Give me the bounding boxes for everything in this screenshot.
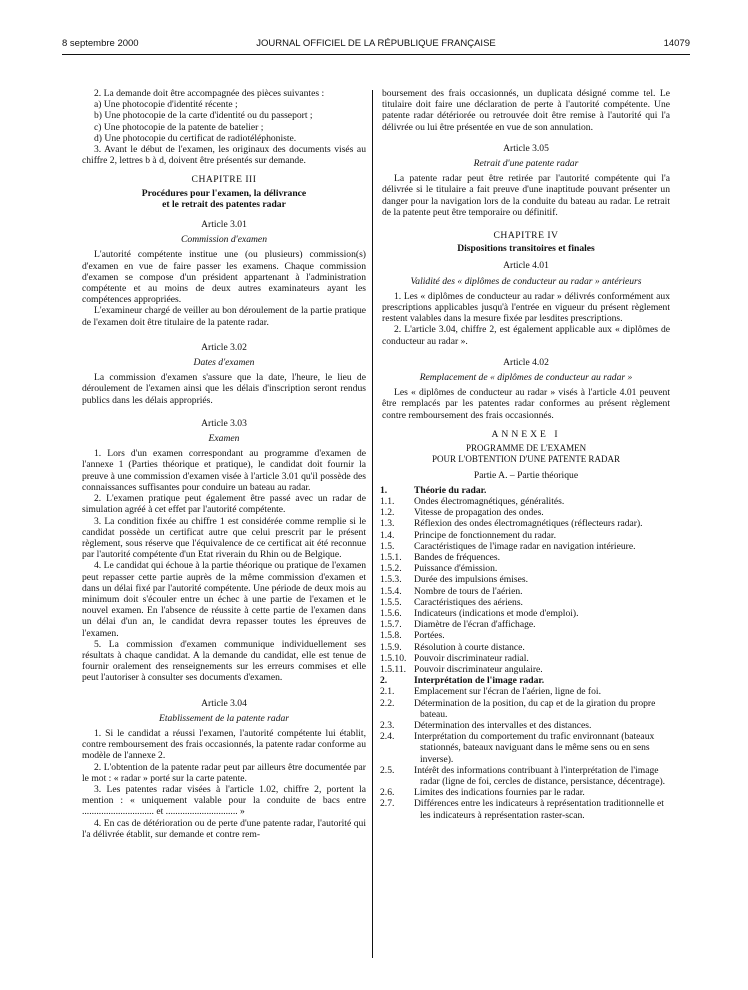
syllabus-item-text: Pouvoir discriminateur radial. (414, 652, 529, 664)
syllabus-item-number: 1.1. (380, 495, 395, 507)
list-item: b) Une photocopie de la carte d'identité ou du passeport ; (94, 110, 313, 122)
list-item: c) Une photocopie de la patente de batelier ; (94, 121, 264, 133)
article-heading: Article 3.01 (201, 219, 247, 231)
article-subtitle: Examen (208, 433, 240, 445)
syllabus-item-number: 1. (380, 484, 388, 496)
syllabus-item-text: Caractéristiques des aériens. (414, 596, 523, 608)
syllabus-item-number: 1.5.6. (380, 607, 402, 619)
article-heading: Article 3.04 (201, 697, 247, 709)
paragraph: 2. L'examen pratique peut également être passé avec un radar de simulation agréé à cet effet par l'autorité compétente. (82, 493, 366, 516)
left-column (82, 88, 366, 840)
syllabus-item-text: Réflexion des ondes électromagnétiques (réflecteurs radar). (414, 518, 643, 530)
paragraph: boursement des frais occasionnés, un duplicata désigné comme tel. Le titulaire doit faire une déclaration de perte à l'autorité compétente. Une patente radar détériorée ou retrouvée doit être remise à l'autorité qui l'a délivrée ou lui être présentée en vue de son annulation. (382, 88, 670, 133)
header-rule (62, 54, 690, 55)
paragraph: Les « diplômes de conducteur au radar » visés à l'article 4.01 peuvent être remplacés par les patentes radar conformes au présent règlement contre remboursement des frais occasionnés. (382, 387, 670, 421)
list-item: a) Une photocopie d'identité récente ; (94, 99, 238, 111)
syllabus-item-number: 1.5.11. (380, 663, 407, 675)
right-column (382, 88, 670, 821)
syllabus-item-text: Interprétation de l'image radar. (414, 675, 545, 687)
chapter-heading: CHAPITRE III (191, 174, 257, 186)
syllabus-item-text: Détermination des intervalles et des distances. (414, 719, 592, 731)
chapter-title: Dispositions transitoires et finales (457, 243, 595, 255)
paragraph: La patente radar peut être retirée par l'autorité compétente qui l'a délivrée si le titulaire a fait preuve d'une inaptitude pouvant présenter un danger pour la navigation lors de la conduite du bateau au radar. Le retrait de la patente peut être temporaire ou définitif. (382, 173, 670, 218)
article-subtitle: Retrait d'une patente radar (473, 158, 579, 170)
syllabus-item-text: Interprétation du comportement du trafic environnant (bateaux stationnés, bateaux naviguant dans le même sens ou en sens inverse). (414, 731, 655, 765)
article-subtitle: Dates d'examen (193, 357, 255, 369)
page-header (62, 38, 690, 52)
syllabus-item-number: 2.3. (380, 719, 395, 731)
syllabus-item-number: 1.5.3. (380, 574, 402, 586)
syllabus-item-number: 2.7. (380, 798, 395, 810)
paragraph: 2. L'article 3.04, chiffre 2, est également applicable aux « diplômes de conducteur au radar ». (382, 324, 670, 347)
syllabus-item-text: Pouvoir discriminateur angulaire. (414, 663, 543, 675)
syllabus-item-number: 1.5. (380, 540, 395, 552)
chapter-title: Procédures pour l'examen, la délivrance (141, 187, 307, 199)
syllabus-item-text: Intérêt des informations contribuant à l'interprétation de l'image radar (ligne de foi, cercles de distance, persistance, décentrage). (414, 764, 666, 787)
article-subtitle: Validité des « diplômes de conducteur au radar » antérieurs (410, 275, 642, 287)
syllabus-item-number: 2.1. (380, 686, 395, 698)
syllabus-item-text: Vitesse de propagation des ondes. (414, 507, 544, 519)
syllabus-item-number: 1.5.10. (380, 652, 407, 664)
paragraph: 4. Le candidat qui échoue à la partie théorique ou pratique de l'examen peut repasser cette partie auprès de la même commission d'examen et dans un délai fixé par l'autorité compétente. Une période de deux mois au minimum doit s'écouler entre un échec à une partie de l'examen et le nouvel examen. En l'absence de réussite à cette partie de l'examen dans un délai d'un an, le candidat devra repasser toutes les épreuves de l'examen. (82, 560, 366, 639)
article-heading: Article 4.02 (503, 356, 549, 368)
syllabus-item-text: Limites des indications fournies par le radar. (414, 787, 585, 799)
annex-title: POUR L'OBTENTION D'UNE PATENTE RADAR (432, 454, 620, 465)
paragraph: 1. Lors d'un examen correspondant au programme d'examen de l'annexe 1 (Parties théorique et pratique), le candidat doit fournir la preuve à une commission d'examen visée à l'article 3.01 qu'il possède des connaissances suffisantes pour conduire un bateau au radar. (82, 448, 366, 493)
paragraph: 5. La commission d'examen communique individuellement ses résultats à chaque candidat. A la demande du candidat, elle est tenue de fournir oralement des renseignements sur les erreurs commises et elle peut l'autoriser à consulter ses documents d'examen. (82, 638, 366, 684)
syllabus-item-number: 1.5.2. (380, 563, 402, 575)
syllabus-item-text: Résolution à courte distance. (414, 641, 525, 653)
syllabus-item-number: 1.5.5. (380, 596, 402, 608)
syllabus-item-number: 1.2. (380, 507, 395, 519)
column-divider (372, 90, 373, 958)
header-date: 8 septembre 2000 (62, 38, 139, 49)
paragraph: 1. Si le candidat a réussi l'examen, l'autorité compétente lui établit, contre remboursement des frais occasionnés, la patente radar conforme au modèle de l'annexe 2. (82, 727, 366, 762)
syllabus-item-text: Différences entre les indicateurs à représentation traditionnelle et les indicateurs à représentation raster-scan. (414, 798, 664, 821)
article-heading: Article 3.03 (201, 417, 247, 429)
syllabus-item-text: Ondes électromagnétiques, généralités. (414, 495, 565, 507)
annex-title: PROGRAMME DE L'EXAMEN (465, 443, 587, 454)
syllabus-item-text: Détermination de la position, du cap et de la giration du propre bateau. (414, 697, 656, 720)
article-subtitle: Commission d'examen (181, 234, 267, 246)
syllabus-item-number: 1.5.1. (380, 551, 402, 563)
annex-heading: ANNEXE I (491, 428, 561, 440)
syllabus-item-number: 1.5.8. (380, 630, 402, 642)
paragraph: 1. Les « diplômes de conducteur au radar » délivrés conformément aux prescriptions applicables jusqu'à l'entrée en vigueur du présent règlement restent valables dans la mesure fixée par lesdites prescriptions. (382, 290, 670, 325)
syllabus-item-number: 1.4. (380, 529, 395, 541)
article-heading: Article 4.01 (503, 260, 549, 272)
syllabus-item-text: Portées. (414, 630, 445, 642)
paragraph: 4. En cas de détérioration ou de perte d'une patente radar, l'autorité qui l'a délivrée établit, sur demande et contre rem- (82, 817, 366, 840)
syllabus-item-text: Bandes de fréquences. (414, 551, 501, 563)
syllabus-item-number: 2.2. (380, 697, 395, 709)
article-subtitle: Etablissement de la patente radar (158, 712, 290, 724)
paragraph: L'autorité compétente institue une (ou plusieurs) commission(s) d'examen en vue de faire passer les examens. Chaque commission d'examen se compose d'un président appartenant à l'administration compétente et au moins de deux autres examinateurs ayant les compétences appropriées. (82, 249, 366, 306)
paragraph: 2. L'obtention de la patente radar peut par ailleurs être documentée par le mot : « radar » porté sur la carte patente. (82, 761, 366, 784)
syllabus-item-number: 1.3. (380, 518, 395, 530)
paragraph: 2. La demande doit être accompagnée des pièces suivantes : (94, 88, 325, 99)
syllabus-item-text: Caractéristiques de l'image radar en navigation intérieure. (414, 540, 636, 552)
syllabus-item-text: Nombre de tours de l'aérien. (414, 585, 523, 597)
syllabus-list (380, 485, 670, 821)
paragraph: 3. La condition fixée au chiffre 1 est considérée comme remplie si le candidat possède un certificat autre que celui prescrit par le présent règlement, sous réserve que l'équivalence de ce certificat ait été reconnue par l'autorité compétente d'un Etat riverain du Rhin ou de Belgique. (82, 515, 366, 561)
paragraph: La commission d'examen s'assure que la date, l'heure, le lieu de déroulement de l'examen ainsi que les délais d'inscription seront rendus publics dans les délais appropriés. (82, 372, 366, 406)
syllabus-item-number: 1.5.9. (380, 641, 402, 653)
syllabus-item-text: Indicateurs (indications et mode d'emploi). (414, 607, 579, 619)
syllabus-item-text: Emplacement sur l'écran de l'aérien, ligne de foi. (414, 686, 601, 698)
syllabus-item-text: Durée des impulsions émises. (414, 574, 529, 586)
header-page-number: 14079 (663, 38, 690, 49)
paragraph: L'examineur chargé de veiller au bon déroulement de la partie pratique de l'examen doit être titulaire de la patente radar. (82, 305, 366, 328)
syllabus-item-text: Principe de fonctionnement du radar. (414, 529, 556, 541)
syllabus-item-number: 2.5. (380, 764, 395, 776)
part-heading: Partie A. – Partie théorique (473, 470, 579, 482)
chapter-heading: CHAPITRE IV (493, 230, 559, 242)
paragraph: 3. Avant le début de l'examen, les originaux des documents visés au chiffre 2, lettres b à d, doivent être présentés sur demande. (82, 144, 366, 167)
syllabus-item-number: 1.5.7. (380, 619, 402, 631)
syllabus-item-text: Diamètre de l'écran d'affichage. (414, 619, 536, 631)
list-item: d) Une photocopie du certificat de radiotéléphoniste. (94, 132, 297, 144)
syllabus-item-number: 2.4. (380, 731, 395, 743)
header-title: JOURNAL OFFICIEL DE LA RÉPUBLIQUE FRANÇAISE (256, 38, 496, 49)
article-heading: Article 3.05 (503, 142, 549, 154)
paragraph: 3. Les patentes radar visées à l'article 1.02, chiffre 2, portent la mention : « uniquement valable pour la conduite de bacs entre .............................. et .............................. » (82, 783, 366, 818)
syllabus-item-text: Théorie du radar. (414, 484, 487, 496)
article-subtitle: Remplacement de « diplômes de conducteur au radar » (419, 372, 633, 384)
syllabus-item-number: 1.5.4. (380, 585, 402, 597)
article-heading: Article 3.02 (201, 341, 247, 353)
chapter-title: et le retrait des patentes radar (162, 198, 286, 210)
syllabus-item-number: 2. (380, 675, 388, 687)
syllabus-item-number: 2.6. (380, 787, 395, 799)
syllabus-item-text: Puissance d'émission. (414, 563, 498, 575)
